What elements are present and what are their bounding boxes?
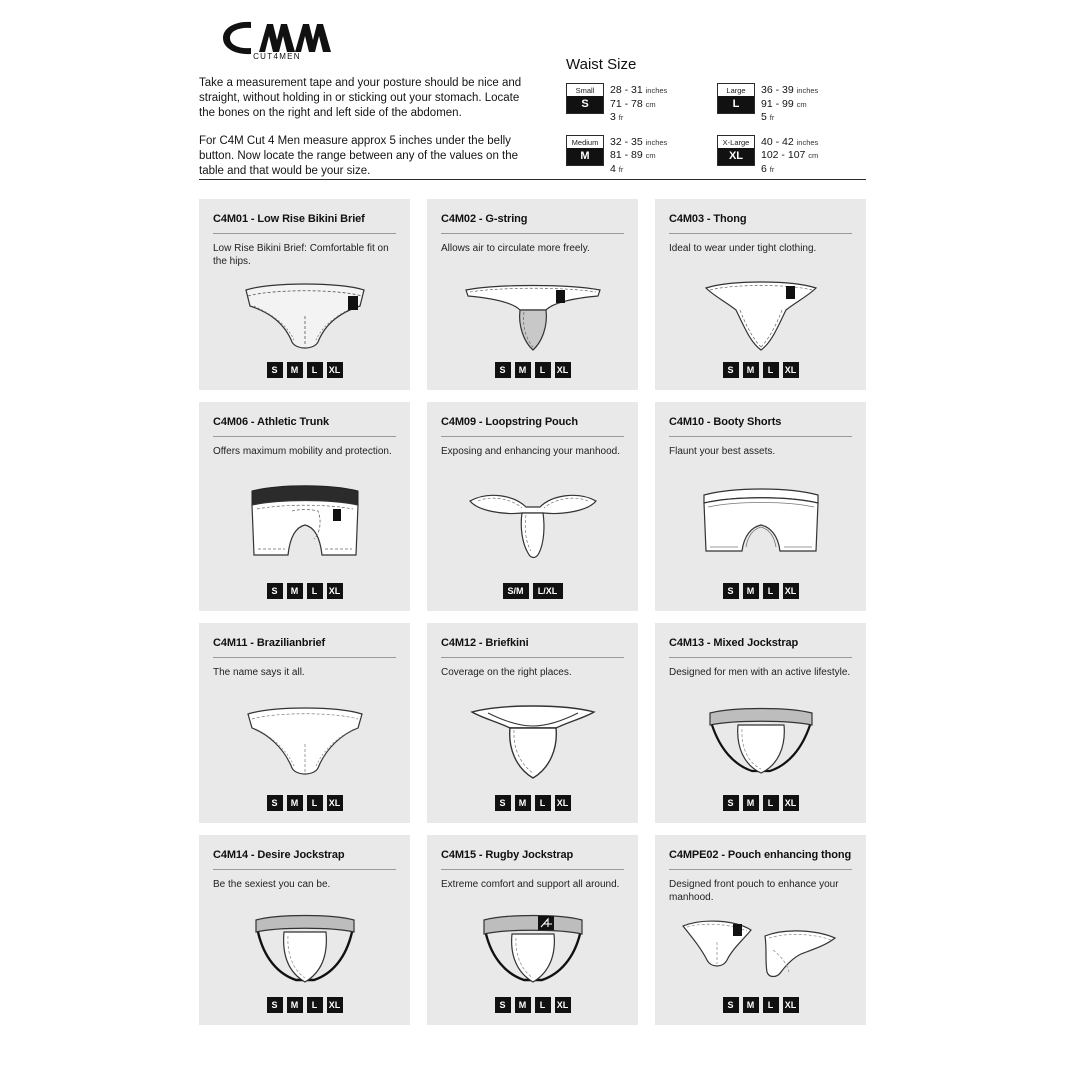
title-divider: [441, 657, 624, 658]
unit-cm-4: cm: [808, 151, 819, 160]
title-divider: [441, 436, 624, 437]
size-chip-l[interactable]: L: [763, 583, 779, 599]
waist-size-title: Waist Size: [566, 56, 637, 73]
product-description: Exposing and enhancing your manhood.: [441, 446, 621, 457]
size-chip-m[interactable]: M: [515, 362, 531, 378]
size-ft-small: 3: [610, 111, 616, 123]
size-cell-medium: [566, 135, 717, 177]
size-chip-l[interactable]: L: [535, 795, 551, 811]
size-inches-medium: 32 - 35: [610, 135, 643, 148]
size-chip-xl[interactable]: XL: [555, 795, 571, 811]
unit-ft-3: fr: [618, 164, 624, 174]
unit-ft-2: fr: [769, 113, 775, 122]
size-abbr-small: S: [567, 96, 603, 113]
size-chip-s[interactable]: S: [495, 997, 511, 1013]
size-values-medium: [610, 135, 667, 177]
title-divider: [213, 657, 396, 658]
size-ft-medium: 4: [610, 162, 616, 175]
header: [0, 0, 1080, 185]
size-values-xlarge: [761, 135, 818, 177]
size-chip-l[interactable]: L: [307, 362, 323, 378]
size-chip-s[interactable]: S: [723, 997, 739, 1013]
product-description: Coverage on the right places.: [441, 667, 572, 678]
size-abbr-large: L: [718, 96, 754, 113]
size-chips: [213, 795, 396, 813]
size-chips: [213, 583, 396, 601]
size-inches-xlarge: 40 - 42: [761, 135, 794, 148]
product-illustration-pouch-enhancing-thong: [669, 905, 852, 997]
size-chip-s[interactable]: S: [267, 795, 283, 811]
product-title: C4M03 - Thong: [669, 213, 747, 225]
size-values-large: [761, 83, 818, 125]
product-card-c4m01[interactable]: [199, 199, 410, 390]
size-chips: [441, 583, 624, 601]
product-title: C4M15 - Rugby Jockstrap: [441, 849, 574, 861]
product-illustration-brazilian-brief: [213, 693, 396, 795]
size-chip-m[interactable]: M: [287, 795, 303, 811]
title-divider: [669, 657, 852, 658]
product-card-c4m10[interactable]: [655, 402, 866, 611]
size-cell-xlarge: [717, 135, 868, 177]
waist-size-table: [566, 56, 866, 186]
size-chip-l[interactable]: L: [763, 362, 779, 378]
product-title: C4M02 - G-string: [441, 213, 528, 225]
intro-text: [199, 76, 529, 192]
size-cell-large: [717, 83, 868, 125]
product-title: C4M06 - Athletic Trunk: [213, 416, 329, 428]
size-chip-xl[interactable]: XL: [783, 997, 799, 1013]
title-divider: [213, 436, 396, 437]
title-divider: [213, 869, 396, 870]
size-chip-l[interactable]: L: [307, 583, 323, 599]
title-divider: [669, 233, 852, 234]
size-chip-m[interactable]: M: [743, 362, 759, 378]
unit-ft: fr: [618, 113, 624, 122]
size-chips: [669, 795, 852, 813]
size-values-small: [610, 83, 667, 125]
size-cm-small: 71 - 78: [610, 97, 643, 110]
header-divider: [199, 179, 866, 180]
size-chip-xl[interactable]: XL: [555, 997, 571, 1013]
size-name-xlarge: X-Large: [722, 137, 750, 147]
size-chip-s[interactable]: S: [495, 795, 511, 811]
product-description: Be the sexiest you can be.: [213, 879, 331, 890]
size-abbr-xlarge: XL: [718, 148, 754, 165]
title-divider: [213, 233, 396, 234]
size-box-small: [566, 83, 604, 114]
product-illustration-desire-jockstrap: [213, 905, 396, 997]
size-chip-m[interactable]: M: [743, 795, 759, 811]
size-box-large: [717, 83, 755, 114]
size-cell-small: [566, 83, 717, 125]
size-name-medium: Medium: [571, 137, 599, 147]
product-card-c4m15[interactable]: [427, 835, 638, 1025]
product-illustration-loopstring-pouch: [441, 472, 624, 583]
product-illustration-mixed-jockstrap: [669, 693, 852, 795]
size-chip-m[interactable]: M: [743, 583, 759, 599]
size-chip-lxl[interactable]: L/XL: [533, 583, 563, 599]
product-illustration-briefkini: [441, 693, 624, 795]
brand-logo: [215, 18, 345, 60]
product-illustration-g-string: [441, 269, 624, 362]
size-chip-s[interactable]: S: [267, 362, 283, 378]
size-chips: [669, 583, 852, 601]
product-card-c4m09[interactable]: [427, 402, 638, 611]
product-description: Designed for men with an active lifestyle.: [669, 667, 851, 678]
product-card-c4m06[interactable]: [199, 402, 410, 611]
product-card-c4m11[interactable]: [199, 623, 410, 823]
size-chips: [213, 362, 396, 380]
size-chip-m[interactable]: M: [515, 997, 531, 1013]
unit-ft-4: fr: [769, 164, 775, 174]
product-card-c4m03[interactable]: [655, 199, 866, 390]
logo-subtext: CUT4MEN: [253, 52, 301, 60]
product-card-c4m14[interactable]: [199, 835, 410, 1025]
size-chips: [213, 997, 396, 1015]
size-chip-l[interactable]: L: [763, 795, 779, 811]
size-chip-xl[interactable]: XL: [327, 583, 343, 599]
intro-paragraph-2: For C4M Cut 4 Men measure approx 5 inches under the belly button. Now locate the range between any of the values on the table and that would be your size.: [199, 135, 519, 177]
size-chip-s[interactable]: S: [267, 583, 283, 599]
size-inches-small: 28 - 31: [610, 84, 643, 96]
size-ft-large: 5: [761, 111, 767, 123]
product-title: C4M14 - Desire Jockstrap: [213, 849, 345, 861]
product-illustration-bikini-brief: [213, 269, 396, 362]
product-illustration-rugby-jockstrap: [441, 905, 624, 997]
product-title: C4M13 - Mixed Jockstrap: [669, 637, 799, 649]
c4m-logo-icon: [215, 18, 345, 60]
size-chip-m[interactable]: M: [287, 997, 303, 1013]
product-description: Flaunt your best assets.: [669, 446, 776, 457]
size-chip-l[interactable]: L: [535, 362, 551, 378]
product-card-c4m12[interactable]: [427, 623, 638, 823]
size-cm-xlarge: 102 - 107: [761, 149, 806, 161]
size-chips: [669, 997, 852, 1015]
size-chip-s[interactable]: S: [495, 362, 511, 378]
size-name-large: Large: [726, 86, 746, 95]
size-chip-xl[interactable]: XL: [555, 362, 571, 378]
size-box-xlarge: [717, 135, 755, 166]
title-divider: [441, 869, 624, 870]
size-chip-l[interactable]: L: [535, 997, 551, 1013]
size-chip-s[interactable]: S: [267, 997, 283, 1013]
unit-cm-3: cm: [645, 151, 656, 160]
size-cm-medium: 81 - 89: [610, 149, 643, 161]
product-illustration-thong: [669, 269, 852, 362]
unit-inches-4: inches: [796, 137, 819, 147]
size-chips: [441, 362, 624, 380]
size-box-medium: [566, 135, 604, 166]
intro-paragraph-1: Take a measurement tape and your posture should be nice and straight, without holding in or sticking out your stomach. Locate the bones on the right and left side of the abdomen.: [199, 77, 522, 119]
product-description: Ideal to wear under tight clothing.: [669, 243, 817, 254]
size-name-small: Small: [575, 86, 595, 95]
product-description: Allows air to circulate more freely.: [441, 243, 590, 254]
unit-inches: inches: [645, 86, 668, 95]
size-chip-xl[interactable]: XL: [327, 795, 343, 811]
product-title: C4M11 - Brazilianbrief: [213, 637, 326, 649]
waist-size-grid: [566, 83, 868, 186]
product-description: Extreme comfort and support all around.: [441, 879, 620, 890]
product-grid: [199, 199, 866, 1037]
size-chip-l[interactable]: L: [307, 795, 323, 811]
title-divider: [441, 233, 624, 234]
product-card-c4m02[interactable]: [427, 199, 638, 390]
size-inches-large: 36 - 39: [761, 84, 794, 96]
product-title: C4MPE02 - Pouch enhancing thong: [669, 849, 852, 861]
unit-inches-2: inches: [796, 86, 819, 95]
size-abbr-medium: M: [567, 148, 603, 165]
product-illustration-booty-shorts: [669, 472, 852, 583]
product-title: C4M09 - Loopstring Pouch: [441, 416, 578, 428]
size-cm-large: 91 - 99: [761, 97, 794, 110]
product-title: C4M01 - Low Rise Bikini Brief: [213, 213, 365, 225]
unit-cm-2: cm: [796, 99, 807, 109]
size-chips: [669, 362, 852, 380]
size-chip-sm[interactable]: S/M: [503, 583, 529, 599]
size-chip-s[interactable]: S: [723, 583, 739, 599]
product-card-c4m13[interactable]: [655, 623, 866, 823]
size-chips: [441, 997, 624, 1015]
size-chip-m[interactable]: M: [287, 583, 303, 599]
product-description: Designed front pouch to enhance your manhood.: [669, 879, 839, 903]
product-title: C4M12 - Briefkini: [441, 637, 529, 649]
size-chip-m[interactable]: M: [743, 997, 759, 1013]
size-chip-l[interactable]: L: [307, 997, 323, 1013]
product-card-c4mpe02[interactable]: [655, 835, 866, 1025]
size-chips: [441, 795, 624, 813]
size-chip-m[interactable]: M: [287, 362, 303, 378]
unit-cm: cm: [645, 99, 656, 109]
product-title: C4M10 - Booty Shorts: [669, 416, 782, 428]
size-chip-s[interactable]: S: [723, 362, 739, 378]
size-chip-s[interactable]: S: [723, 795, 739, 811]
size-chip-xl[interactable]: XL: [327, 997, 343, 1013]
product-description: The name says it all.: [213, 667, 305, 678]
product-description: Offers maximum mobility and protection.: [213, 446, 392, 457]
size-chip-xl[interactable]: XL: [783, 795, 799, 811]
size-ft-xlarge: 6: [761, 162, 767, 175]
size-chip-xl[interactable]: XL: [783, 362, 799, 378]
size-chip-xl[interactable]: XL: [327, 362, 343, 378]
size-chip-l[interactable]: L: [763, 997, 779, 1013]
size-chip-xl[interactable]: XL: [783, 583, 799, 599]
title-divider: [669, 436, 852, 437]
product-illustration-athletic-trunk: [213, 472, 396, 583]
product-description: Low Rise Bikini Brief: Comfortable fit on the hips.: [213, 243, 389, 267]
size-chip-m[interactable]: M: [515, 795, 531, 811]
unit-inches-3: inches: [645, 137, 668, 147]
title-divider: [669, 869, 852, 870]
